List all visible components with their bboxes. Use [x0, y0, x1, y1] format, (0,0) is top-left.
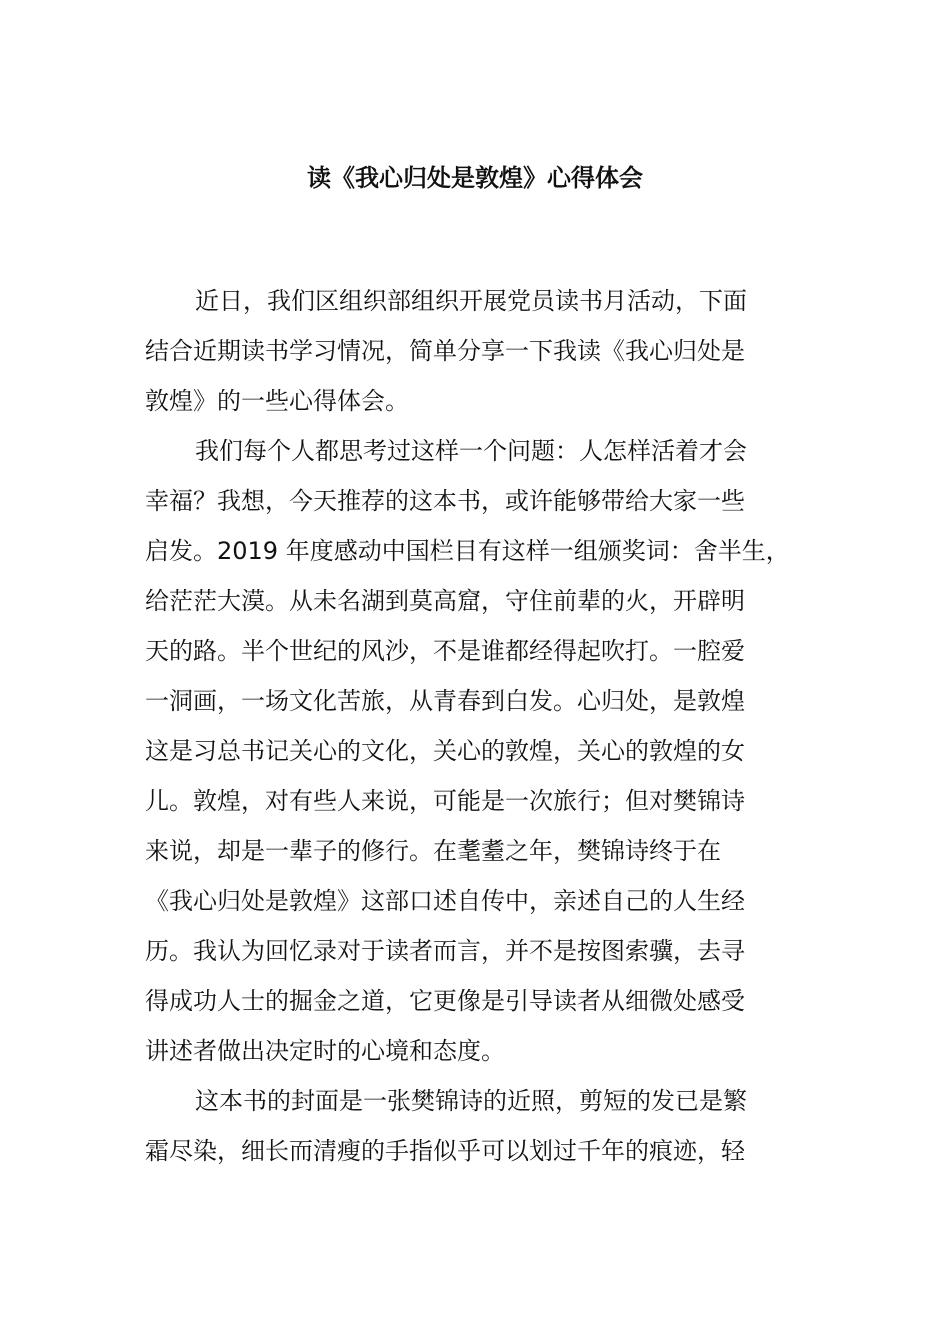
document-body	[145, 276, 845, 1176]
paragraph-2-line-3: 启发。2019 年度感动中国栏目有这样一组颁奖词：舍半生，	[145, 537, 790, 565]
paragraph-1-line-1: 近日，我们区组织部组织开展党员读书月活动，下面	[195, 287, 747, 315]
paragraph-3-line-1: 这本书的封面是一张樊锦诗的近照，剪短的发已是繁	[195, 1087, 747, 1115]
paragraph-2-line-1: 我们每个人都思考过这样一个问题：人怎样活着才会	[195, 437, 747, 465]
paragraph-2-line-10: 《我心归处是敦煌》这部口述自传中，亲述自己的人生经	[145, 887, 745, 915]
paragraph-1-line-3: 敦煌》的一些心得体会。	[145, 387, 409, 415]
paragraph-2-line-13: 讲述者做出决定时的心境和态度。	[145, 1037, 505, 1065]
paragraph-1-line-2: 结合近期读书学习情况，简单分享一下我读《我心归处是	[145, 337, 745, 365]
paragraph-2-line-7: 这是习总书记关心的文化，关心的敦煌，关心的敦煌的女	[145, 737, 745, 765]
paragraph-2-line-12: 得成功人士的掘金之道，它更像是引导读者从细微处感受	[145, 987, 745, 1015]
paragraph-2-line-5: 天的路。半个世纪的风沙，不是谁都经得起吹打。一腔爱	[145, 637, 745, 665]
paragraph-2-line-11: 历。我认为回忆录对于读者而言，并不是按图索骥，去寻	[145, 937, 745, 965]
paragraph-2-line-6: 一洞画，一场文化苦旅，从青春到白发。心归处，是敦煌	[145, 687, 745, 715]
document-title: 读《我心归处是敦煌》心得体会	[307, 164, 643, 192]
paragraph-2-line-2: 幸福？我想，今天推荐的这本书，或许能够带给大家一些	[145, 487, 745, 515]
paragraph-2-line-4: 给茫茫大漠。从未名湖到莫高窟，守住前辈的火，开辟明	[145, 587, 745, 615]
paragraph-2-line-8: 儿。敦煌，对有些人来说，可能是一次旅行；但对樊锦诗	[145, 787, 745, 815]
paragraph-3-line-2: 霜尽染，细长而清瘦的手指似乎可以划过千年的痕迹，轻	[145, 1137, 745, 1165]
paragraph-2-line-9: 来说，却是一辈子的修行。在耄耋之年，樊锦诗终于在	[145, 837, 721, 865]
